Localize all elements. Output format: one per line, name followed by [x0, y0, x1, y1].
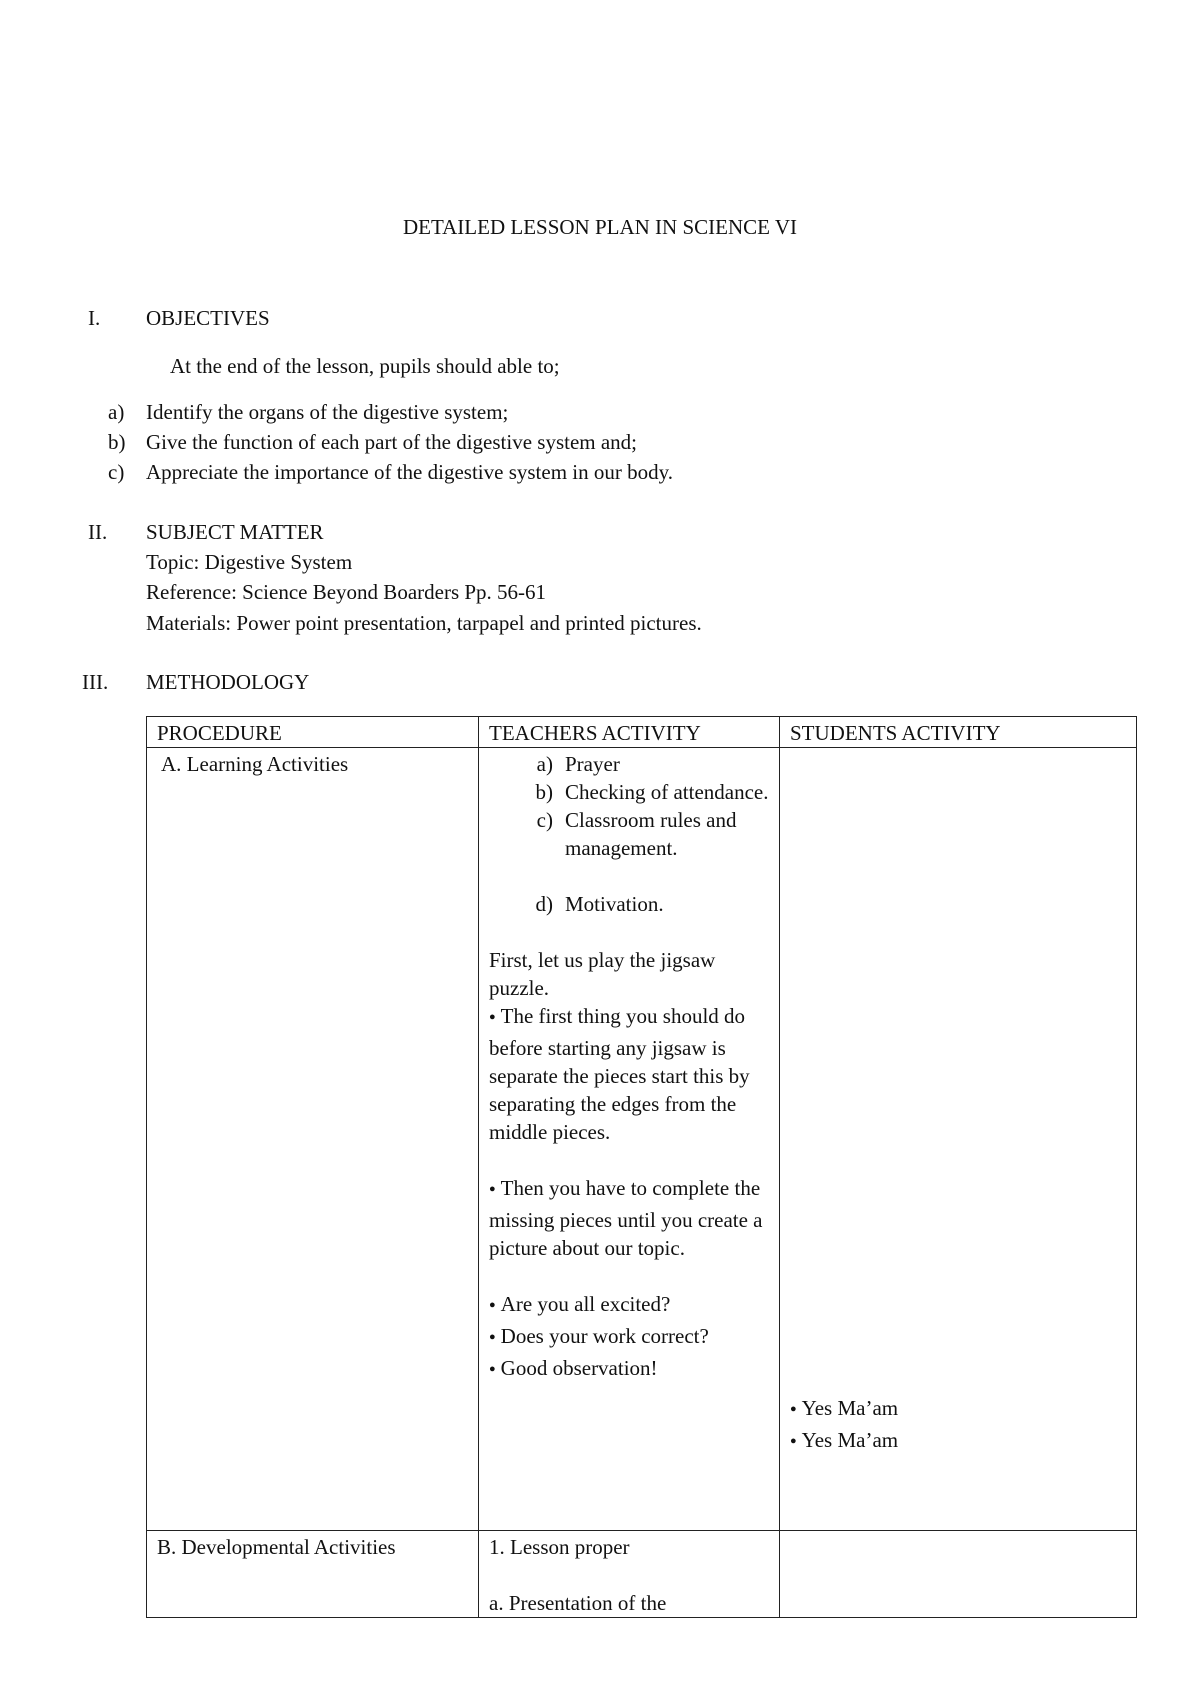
column-header-procedure: PROCEDURE [147, 717, 479, 748]
subject-matter-heading: SUBJECT MATTER [146, 520, 324, 544]
instruction-bullet: ● Then you have to complete the missing pieces until you create a picture about our topic. [489, 1174, 769, 1262]
list-item: c) Classroom rules and management. [536, 808, 737, 860]
objectives-heading: OBJECTIVES [146, 306, 270, 330]
objective-item [108, 400, 508, 425]
teachers-activity-cell [479, 1531, 780, 1618]
procedure-developmental-activities: B. Developmental Activities [157, 1535, 396, 1559]
procedure-cell [147, 1531, 479, 1618]
lesson-proper-heading: 1. Lesson proper [489, 1535, 630, 1559]
list-item: d) Motivation. [535, 892, 664, 916]
topic-line: Topic: Digestive System [146, 550, 353, 574]
teachers-activity-cell [479, 748, 780, 1531]
motivation-list [489, 890, 769, 918]
opening-activities-list [489, 750, 769, 862]
objective-letter: c) [108, 460, 125, 484]
materials-line: Materials: Power point presentation, tarpapel and printed pictures. [146, 611, 702, 635]
subject-matter-number: II. [88, 520, 108, 544]
list-item: a) Prayer [536, 752, 620, 776]
student-response: ● Yes Ma’am [790, 1426, 1126, 1458]
table-row [147, 1531, 1137, 1618]
reference-line: Reference: Science Beyond Boarders Pp. 56-61 [146, 580, 547, 604]
objective-text: Give the function of each part of the digestive system and; [146, 430, 638, 454]
list-item: b) Checking of attendance. [535, 780, 769, 804]
instruction-bullet: ● The first thing you should do before starting any jigsaw is separate the pieces start this by separating the edges from the middle pieces. [489, 1002, 769, 1146]
column-header-teachers-activity: TEACHERS ACTIVITY [479, 717, 780, 748]
methodology-heading: METHODOLOGY [146, 670, 310, 694]
procedure-cell [147, 748, 479, 1531]
methodology-number: III. [82, 670, 109, 694]
jigsaw-intro: First, let us play the jigsaw puzzle. [489, 948, 716, 1000]
students-activity-cell [780, 748, 1137, 1531]
objective-letter: b) [108, 430, 126, 454]
objective-item [108, 460, 673, 485]
page-title: DETAILED LESSON PLAN IN SCIENCE VI [403, 215, 797, 239]
table-header-row [147, 717, 1137, 748]
praise-bullet: ● Good observation! [489, 1354, 769, 1386]
table-row [147, 748, 1137, 1531]
objective-letter: a) [108, 400, 125, 424]
objectives-intro: At the end of the lesson, pupils should able to; [170, 354, 560, 378]
procedure-learning-activities: A. Learning Activities [161, 752, 349, 776]
column-header-students-activity: STUDENTS ACTIVITY [780, 717, 1137, 748]
student-response: ● Yes Ma’am [790, 1394, 1126, 1426]
students-activity-cell [780, 1531, 1137, 1618]
presentation-line: a. Presentation of the [489, 1591, 667, 1615]
methodology-table [146, 716, 1137, 1618]
objective-item [108, 430, 637, 455]
objective-text: Identify the organs of the digestive system; [146, 400, 509, 424]
question-bullet: ● Does your work correct? [489, 1322, 769, 1354]
objectives-number: I. [88, 306, 101, 330]
objective-text: Appreciate the importance of the digestive system in our body. [146, 460, 673, 484]
question-bullet: ● Are you all excited? [489, 1290, 769, 1322]
